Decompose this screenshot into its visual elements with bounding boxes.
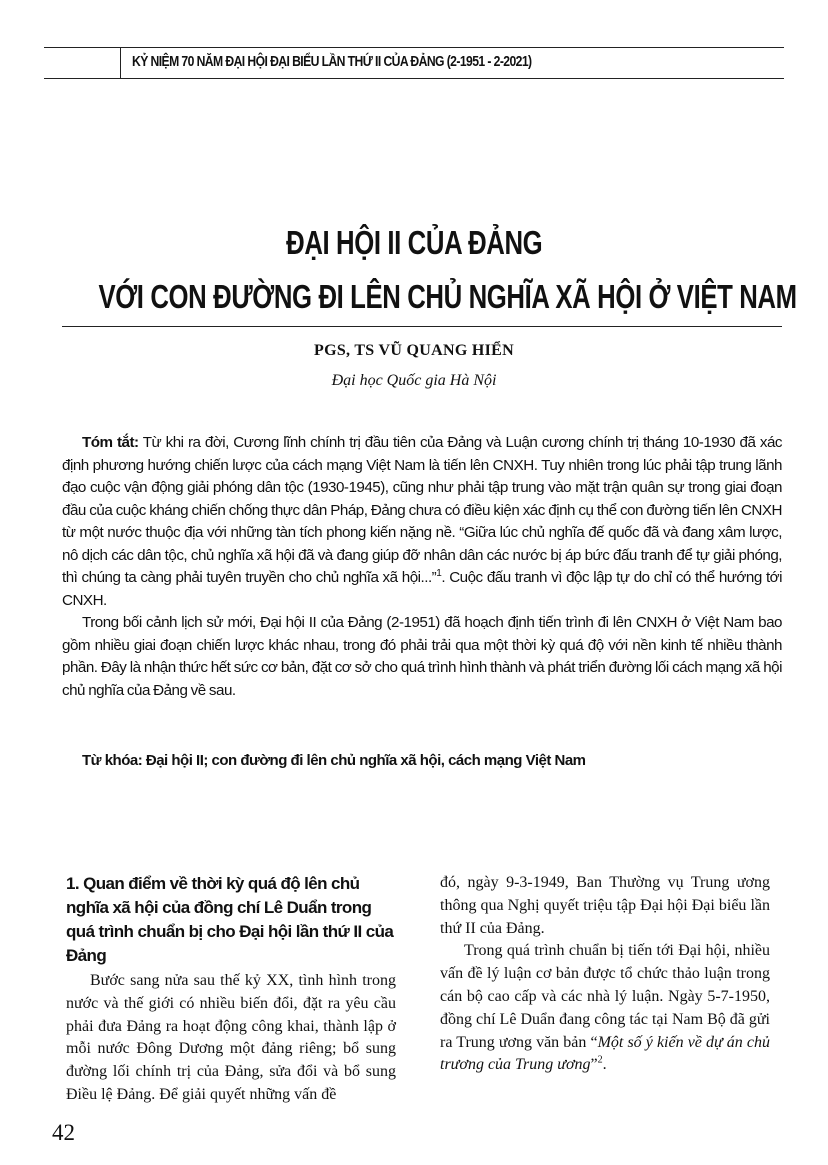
running-header: [44, 47, 784, 79]
header-divider: [120, 48, 121, 78]
footnote-ref-1: 1: [436, 567, 442, 579]
abstract-label: Tóm tắt:: [82, 434, 139, 451]
section-heading: 1. Quan điểm về thời kỳ quá độ lên chủ nghĩa xã hội của đồng chí Lê Duẩn trong quá trình chuẩn bị cho Đại hội lần thứ II của Đảng: [66, 874, 394, 965]
abstract: [62, 432, 782, 702]
page-number: 42: [52, 1120, 75, 1145]
body-column-right: [440, 872, 770, 1077]
title-divider: [62, 326, 782, 327]
body-paragraph: đó, ngày 9-3-1949, Ban Thường vụ Trung ương thông qua Nghị quyết triệu tập Đại hội Đại biểu lần thứ II của Đảng.: [440, 874, 770, 937]
article-title-line-2: VỚI CON ĐƯỜNG ĐI LÊN CHỦ NGHĨA XÃ HỘI Ở VIỆT NAM: [98, 278, 797, 315]
author-name: PGS, TS VŨ QUANG HIỂN: [314, 342, 514, 359]
keywords: Từ khóa: Đại hội II; con đường đi lên chủ nghĩa xã hội, cách mạng Việt Nam: [82, 752, 586, 769]
abstract-paragraph-2: Trong bối cảnh lịch sử mới, Đại hội II của Đảng (2-1951) đã hoạch định tiến trình đi lên CNXH ở Việt Nam bao gồm nhiều giai đoạn chiến lược khác nhau, trong đó phải trải qua một thời kỳ quá độ với nền kinh tế nhiều thành phần. Đây là nhận thức hết sức cơ bản, đặt cơ sở cho quá trình hình thành và phát triển đường lối cách mạng xã hội chủ nghĩa của Đảng về sau.: [62, 614, 782, 699]
body-column-left: [66, 872, 396, 1107]
footnote-ref-2: 2: [597, 1055, 603, 1067]
body-paragraph: Bước sang nửa sau thế kỷ XX, tình hình trong nước và thế giới có nhiều biến đổi, đặt ra yêu cầu phải đưa Đảng ra hoạt động công khai, thành lập ở mỗi nước Đông Dương một đảng riêng; bổ sung đường lối chính trị của Đảng, sửa đổi và bổ sung Điều lệ Đảng. Để giải quyết những vấn đề: [66, 972, 396, 1103]
author-affiliation: Đại học Quốc gia Hà Nội: [331, 372, 497, 389]
running-header-text: KỶ NIỆM 70 NĂM ĐẠI HỘI ĐẠI BIỂU LẦN THỨ II CỦA ĐẢNG (2-1951 - 2-2021): [132, 54, 532, 70]
body-paragraph: Trong quá trình chuẩn bị tiến tới Đại hội, nhiều vấn đề lý luận cơ bản được tổ chức thảo luận trong cán bộ cao cấp và các nhà lý luận. Ngày 5-7-1950, đồng chí Lê Duẩn đang công tác tại Nam Bộ đã gửi ra Trung ương văn bản “Một số ý kiến về dự án chủ trương của Trung ương”$^2$.: [440, 942, 770, 1074]
article-title-line-1: ĐẠI HỘI II CỦA ĐẢNG: [285, 224, 543, 261]
abstract-paragraph-1: Tóm tắt: Từ khi ra đời, Cương lĩnh chính trị đầu tiên của Đảng và Luận cương chính trị tháng 10-1930 đã xác định phương hướng chiến lược của cách mạng Việt Nam là tiến lên CNXH. Tuy nhiên trong lúc phải tập trung lãnh đạo cuộc vận động giải phóng dân tộc (1930-1945), cũng như phải tập trung vào mặt trận quân sự trong giai đoạn đầu của cuộc kháng chiến chống thực dân Pháp, Đảng chưa có điều kiện xác định cụ thể con đường tiến lên CNXH từ một nước thuộc địa với những tàn tích phong kiến nặng nề. “Giữa lúc chủ nghĩa đế quốc đã và đang xâm lược, nô dịch các dân tộc, chủ nghĩa xã hội đã và đang giúp đỡ nhân dân các nước bị áp bức đấu tranh để tự giải phóng, thì chúng ta càng phải tuyên truyền cho chủ nghĩa xã hội...”$^1$. Cuộc đấu tranh vì độc lập tự do chỉ có thể hướng tới CNXH.: [62, 434, 782, 609]
cited-document-title: Một số ý kiến về dự án chủ trương của Trung ương: [440, 1033, 770, 1074]
